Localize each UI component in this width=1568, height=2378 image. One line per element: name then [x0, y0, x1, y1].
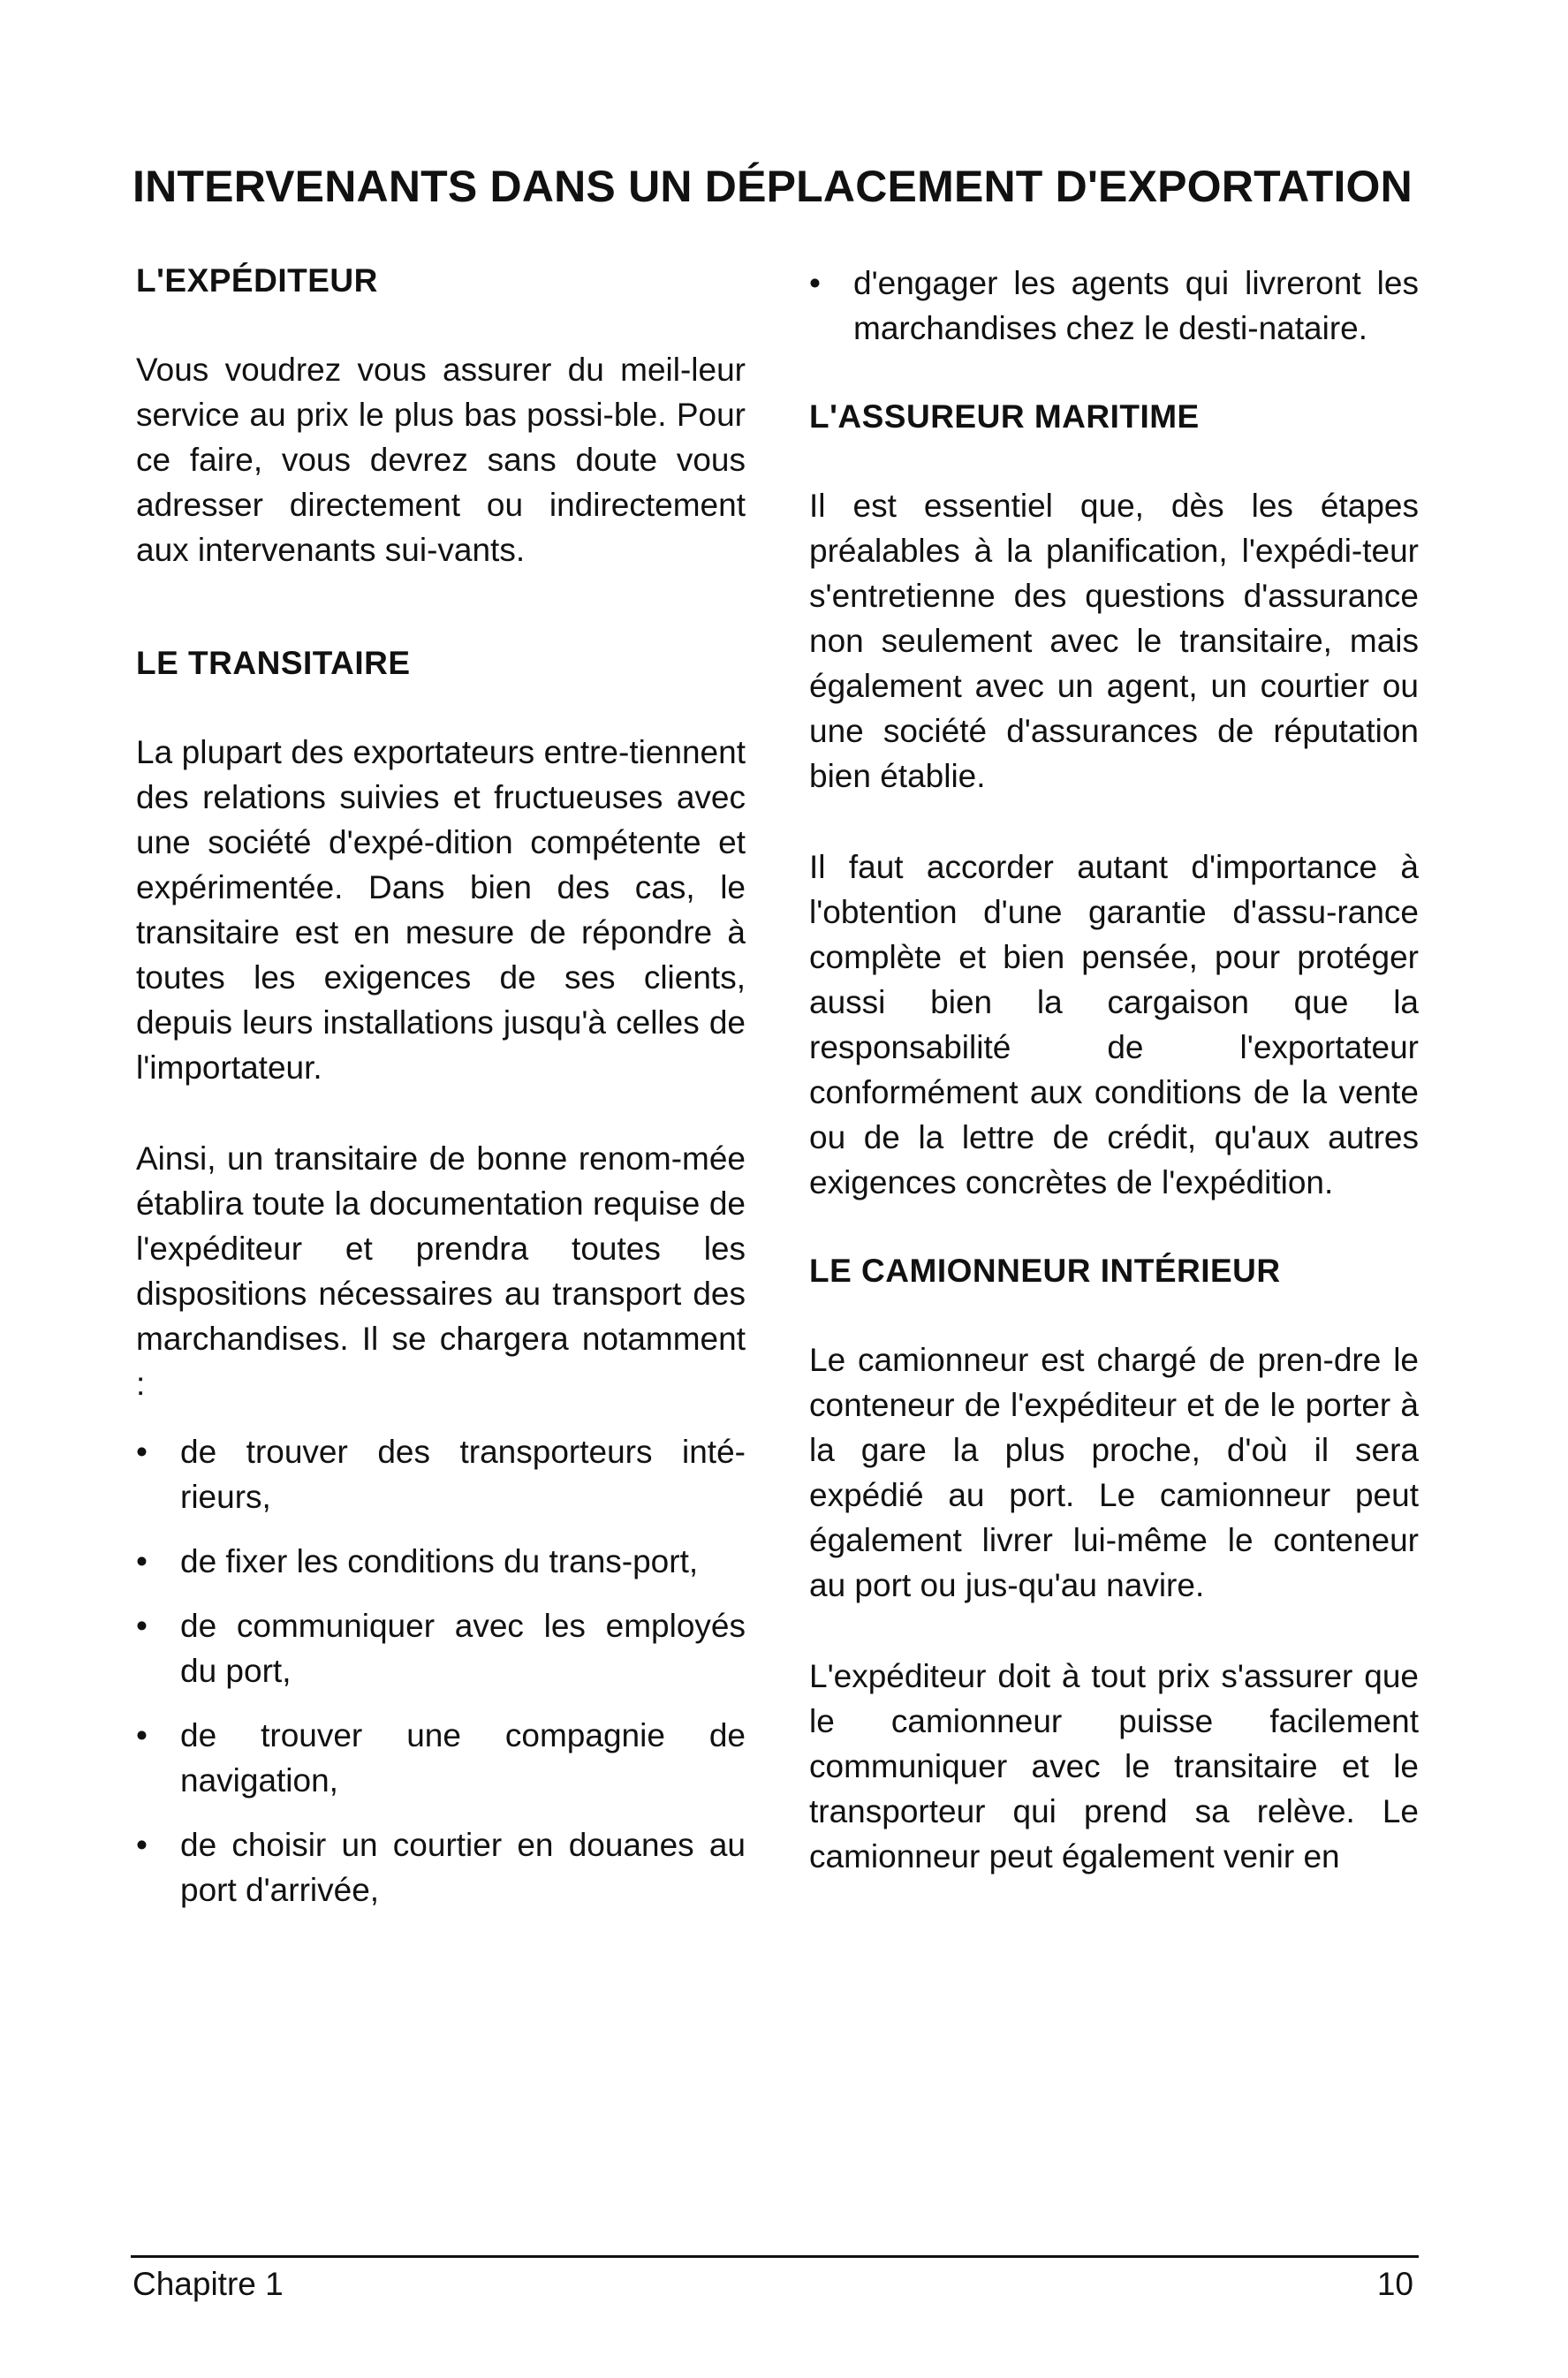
list-item-text: de choisir un courtier en douanes au port d'arrivée, — [180, 1827, 746, 1908]
bullet-icon: • — [136, 1608, 148, 1644]
section-heading-transitaire: LE TRANSITAIRE — [136, 645, 411, 681]
right-column — [809, 261, 1419, 1879]
paragraph-assureur-1: Il est essentiel que, dès les étapes préalables à la planification, l'expédi-teur s'entretienne des questions d'assurance non seulement avec le transitaire, mais également avec un agent, un courtier ou une société d'assurances de réputation bien établie. — [809, 488, 1419, 794]
paragraph-camionneur-1: Le camionneur est chargé de pren-dre le conteneur de l'expéditeur et de le porter à la gare la plus proche, d'où il sera expédié au port. Le camionneur peut également livrer lui-même le conteneur au port ou jus-qu'au navire. — [809, 1342, 1419, 1603]
bullet-icon: • — [136, 1543, 148, 1579]
paragraph-assureur-2: Il faut accorder autant d'importance à l'obtention d'une garantie d'assu-rance complète et bien pensée, pour protéger aussi bien la cargaison que la responsabilité de l'exportateur conformément aux conditions de la vente ou de la lettre de crédit, qu'aux autres exigences concrètes de l'expédition. — [809, 849, 1419, 1200]
list-item-text: de communiquer avec les employés du port, — [180, 1608, 746, 1689]
list-item-text: d'engager les agents qui livreront les marchandises chez le desti-nataire. — [853, 265, 1419, 346]
bullet-icon: • — [136, 1434, 148, 1470]
bullet-icon: • — [809, 265, 821, 301]
section-heading-expediteur: L'EXPÉDITEUR — [136, 262, 378, 299]
bullet-list-transitaire — [136, 1429, 746, 1912]
paragraph-transitaire-2: Ainsi, un transitaire de bonne renom-mée établira toute la documentation requise de l'expéditeur et prendra toutes les dispositions nécessaires au transport des marchandises. Il se chargera notamment : — [136, 1140, 746, 1402]
footer-divider — [131, 2255, 1419, 2258]
page-title: INTERVENANTS DANS UN DÉPLACEMENT D'EXPORTATION — [133, 162, 1413, 211]
left-column — [136, 261, 746, 1912]
paragraph-expediteur: Vous voudrez vous assurer du meil-leur service au prix le plus bas possi-ble. Pour ce faire, vous devrez sans doute vous adresser directement ou indirectement aux intervenants sui-vants. — [136, 352, 746, 568]
footer-chapter: Chapitre 1 — [133, 2266, 284, 2302]
paragraph-transitaire-1: La plupart des exportateurs entre-tiennent des relations suivies et fructueuses avec une société d'expé-dition compétente et expérimentée. Dans bien des cas, le transitaire est en mesure de répondre à toutes les exigences de ses clients, depuis leurs installations jusqu'à celles de l'importateur. — [136, 734, 746, 1086]
bullet-icon: • — [136, 1827, 148, 1863]
list-item — [809, 261, 1419, 351]
list-item-text: de trouver des transporteurs inté-rieurs, — [180, 1434, 746, 1515]
list-item — [136, 1603, 746, 1693]
list-item — [136, 1713, 746, 1803]
list-item-text: de trouver une compagnie de navigation, — [180, 1717, 746, 1799]
bullet-icon: • — [136, 1717, 148, 1753]
list-item-text: de fixer les conditions du trans-port, — [180, 1543, 699, 1579]
list-item — [136, 1429, 746, 1519]
list-item — [136, 1822, 746, 1912]
section-heading-assureur: L'ASSUREUR MARITIME — [809, 398, 1200, 435]
bullet-list-continued — [809, 261, 1419, 351]
list-item — [136, 1539, 746, 1584]
section-heading-camionneur: LE CAMIONNEUR INTÉRIEUR — [809, 1253, 1281, 1289]
footer-page-number: 10 — [1376, 2266, 1413, 2302]
paragraph-camionneur-2: L'expéditeur doit à tout prix s'assurer que le camionneur puisse facilement communiquer avec le transitaire et le transporteur qui prend sa relève. Le camionneur peut également venir en — [809, 1658, 1419, 1874]
